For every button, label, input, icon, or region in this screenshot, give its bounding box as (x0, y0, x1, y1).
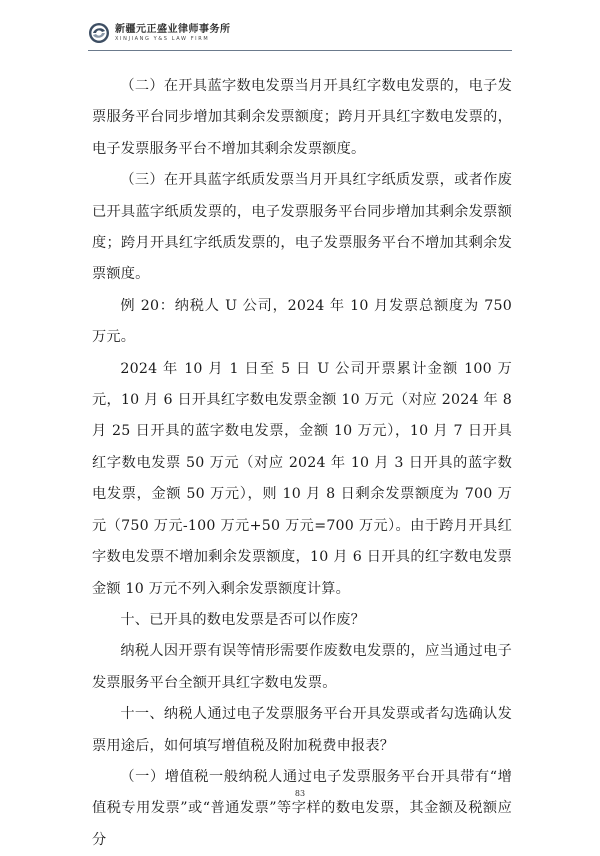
document-body (92, 71, 517, 856)
header-divider (88, 50, 512, 51)
firm-name-chinese: 新疆元正盛业律师事务所 (115, 23, 231, 35)
page-header (88, 18, 231, 48)
paragraph-blue-red-digital-invoice: （二）在开具蓝字数电发票当月开具红字数电发票的，电子发票服务平台同步增加其剩余发票额度；跨月开具红字数电发票的，电子发票服务平台不增加其剩余发票额度。 (92, 78, 512, 157)
paragraph-blue-red-paper-invoice: （三）在开具蓝字纸质发票当月开具红字纸质发票，或者作废已开具蓝字纸质发票的，电子发票服务平台同步增加其剩余发票额度；跨月开具红字纸质发票的，电子发票服务平台不增加其剩余发票额度。 (92, 172, 512, 283)
paragraph-void-digital-invoice: 纳税人因开票有误等情形需要作废数电发票的，应当通过电子发票服务平台全额开具红字数电发票。 (92, 643, 512, 691)
section-heading-ten: 十、已开具的数电发票是否可以作废？ (120, 611, 365, 628)
firm-name (115, 25, 231, 42)
section-heading-eleven: 十一、纳税人通过电子发票服务平台开具发票或者勾选确认发票用途后，如何填写增值税及附加税费申报表？ (92, 706, 512, 754)
page-number: 83 (294, 789, 306, 798)
paragraph-example-20: 例 20：纳税人 U 公司，2024 年 10 月发票总额度为 750 万元。 (92, 297, 517, 346)
paragraph-example-20-detail: 2024 年 10 月 1 日至 5 日 U 公司开票累计金额 100 万元，10 月 6 日开具红字数电发票金额 10 万元（对应 2024 年 8 月 25 日开具的蓝字数电发票，金额 10 万元），10 月 7 日开具红字数电发票 50 万元（对应 2024 年 10 月 3 日开具的蓝字数电发票，金额 50 万元），则 10 月 8 日剩余发票额度为 700 万元（750 万元-100 万元+50 万元=700 万元）。由于跨月开具红字数电发票不增加剩余发票额度，10 月 6 日开具的红字数电发票金额 10 万元不列入剩余发票额度计算。 (92, 360, 517, 597)
firm-logo-icon (88, 22, 110, 44)
firm-name-english: XINJIANG Y&S LAW FIRM (115, 35, 210, 42)
paragraph-vat-general-taxpayer: （一）增值税一般纳税人通过电子发票服务平台开具带有“增值税专用发票”或“普通发票”等字样的数电发票，其金额及税额应分 (92, 768, 512, 848)
